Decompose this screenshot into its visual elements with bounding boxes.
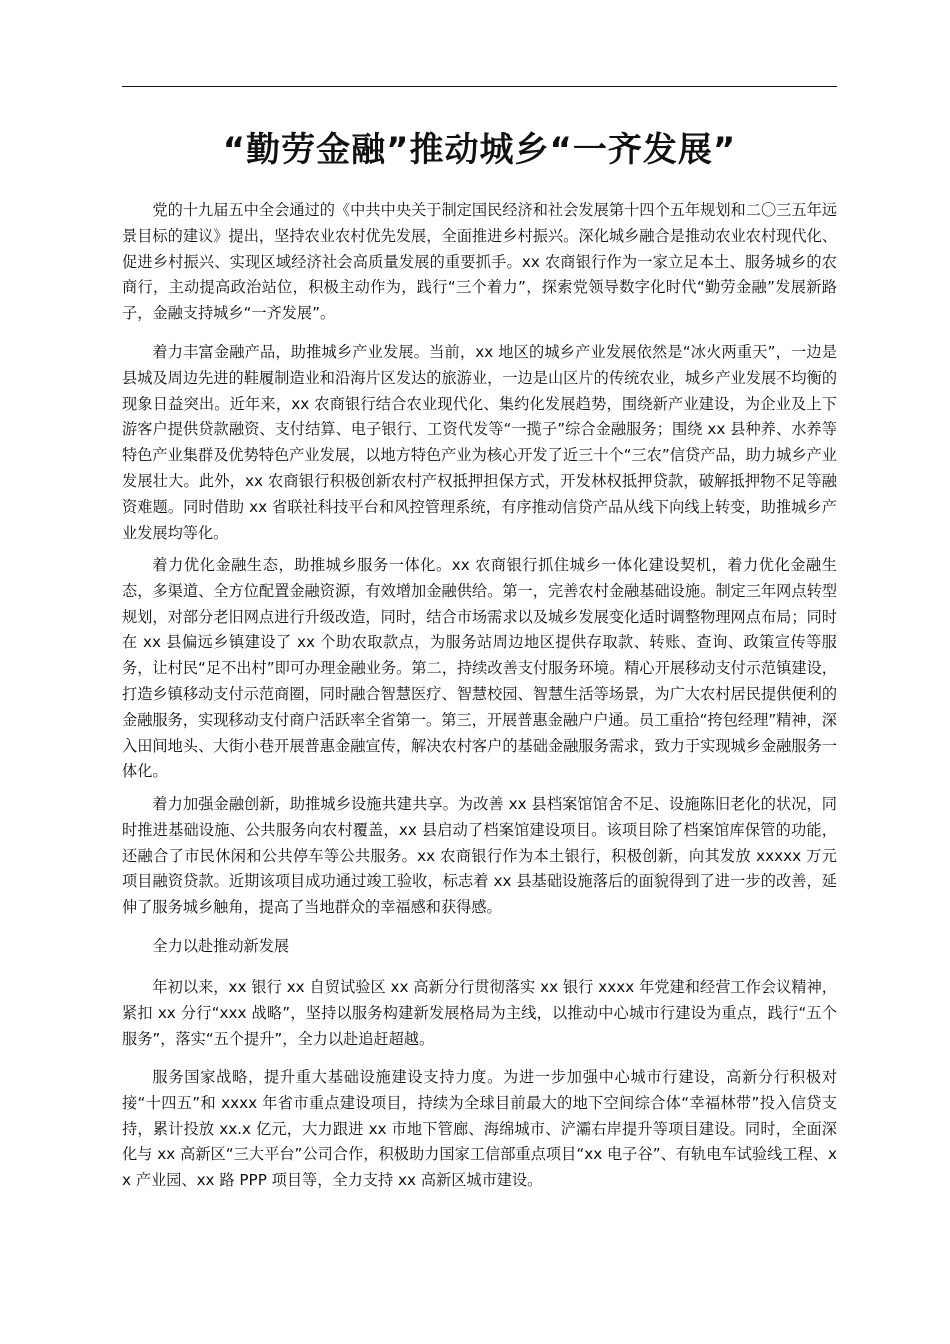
paragraph-services: 着力优化金融生态，助推城乡服务一体化。xx 农商银行抓住城乡一体化建设契机，着力优化金融生态，多渠道、全方位配置金融资源，有效增加金融供给。第一，完善农村金融基础设施。制定三年网点转型规划，对部分老旧网点进行升级改造，同时，结合市场需求以及城乡发展变化适时调整物理网点布局；同时在 xx 县偏远乡镇建设了 xx 个助农取款点，为服务站周边地区提供存取款、转账、查询、政策宣传等服务，让村民“足不出村”即可办理金融业务。第二，持续改善支付服务环境。精心开展移动支付示范镇建设，打造乡镇移动支付示范商圈，同时融合智慧医疗、智慧校园、智慧生活等场景，为广大农村居民提供便利的金融服务，实现移动支付商户活跃率全省第一。第三，开展普惠金融户户通。员工重拾“挎包经理”精神，深入田间地头、大街小巷开展普惠金融宣传，解决农村客户的基础金融服务需求，致力于实现城乡金融服务一体化。 [122,556,837,781]
paragraph-intro: 党的十九届五中全会通过的《中共中央关于制定国民经济和社会发展第十四个五年规划和二〇三五年远景目标的建议》提出，坚持农业农村优先发展，全面推进乡村振兴。深化城乡融合是推动农业农村现代化、促进乡村振兴、实现区域经济社会高质量发展的重要抓手。xx 农商银行作为一家立足本土、服务城乡的农商行，主动提高政治站位，积极主动作为，践行“三个着力”，探索党领导数字化时代“勤劳金融”发展新路子，金融支持城乡“一齐发展”。 [122,201,837,323]
paragraph-branch: 年初以来，xx 银行 xx 自贸试验区 xx 高新分行贯彻落实 xx 银行 xxxx 年党建和经营工作会议精神，紧扣 xx 分行“xxx 战略”，坚持以服务构建新发展格局为主线，以推动中心城市行建设为重点，践行“五个服务”，落实“五个提升”，全力以赴追赶超越。 [122,978,837,1048]
paragraph-industry: 着力丰富金融产品，助推城乡产业发展。当前，xx 地区的城乡产业发展依然是“冰火两重天”，一边是县城及周边先进的鞋履制造业和沿海片区发达的旅游业，一边是山区片的传统农业，城乡产业发展不均衡的现象日益突出。近年来，xx 农商银行结合农业现代化、集约化发展趋势，围绕新产业建设，为企业及上下游客户提供贷款融资、支付结算、电子银行、工资代发等“一揽子”综合金融服务；围绕 xx 县种养、水养等特色产业集群及优势特色产业发展，以地方特色产业为核心开发了近三十个“三农”信贷产品，助力城乡产业发展壮大。此外，xx 农商银行积极创新农村产权抵押担保方式，开发林权抵押贷款，破解抵押物不足等融资难题。同时借助 xx 省联社科技平台和风控管理系统，有序推动信贷产品从线下向线上转变，助推城乡产业发展均等化。 [122,343,837,542]
document-title: “勤劳金融”推动城乡“一齐发展” [222,130,737,170]
header-rule [122,86,837,87]
paragraph-facilities: 着力加强金融创新，助推城乡设施共建共享。为改善 xx 县档案馆馆舍不足、设施陈旧老化的状况，同时推进基础设施、公共服务向农村覆盖，xx 县启动了档案馆建设项目。该项目除了档案馆库保管的功能，还融合了市民休闲和公共停车等公共服务。xx 农商银行作为本土银行，积极创新，向其发放 xxxxx 万元项目融资贷款。近期该项目成功通过竣工验收，标志着 xx 县基础设施落后的面貌得到了进一步的改善，延伸了服务城乡触角，提高了当地群众的幸福感和获得感。 [122,795,837,917]
section-heading: 全力以赴推动新发展 [152,937,290,955]
paragraph-strategy: 服务国家战略，提升重大基础设施建设支持力度。为进一步加强中心城市行建设，高新分行积极对接“十四五”和 xxxx 年省市重点建设项目，持续为全球目前最大的地下空间综合体“幸福林带”投入信贷支持，累计投放 xx.x 亿元，大力跟进 xx 市地下管廊、海绵城市、浐灞右岸提升等项目建设。同时，全面深化与 xx 高新区“三大平台”公司合作，积极助力国家工信部重点项目“xx 电子谷”、有轨电车试验线工程、xx 产业园、xx 路 PPP 项目等，全力支持 xx 高新区城市建设。 [122,1068,837,1190]
